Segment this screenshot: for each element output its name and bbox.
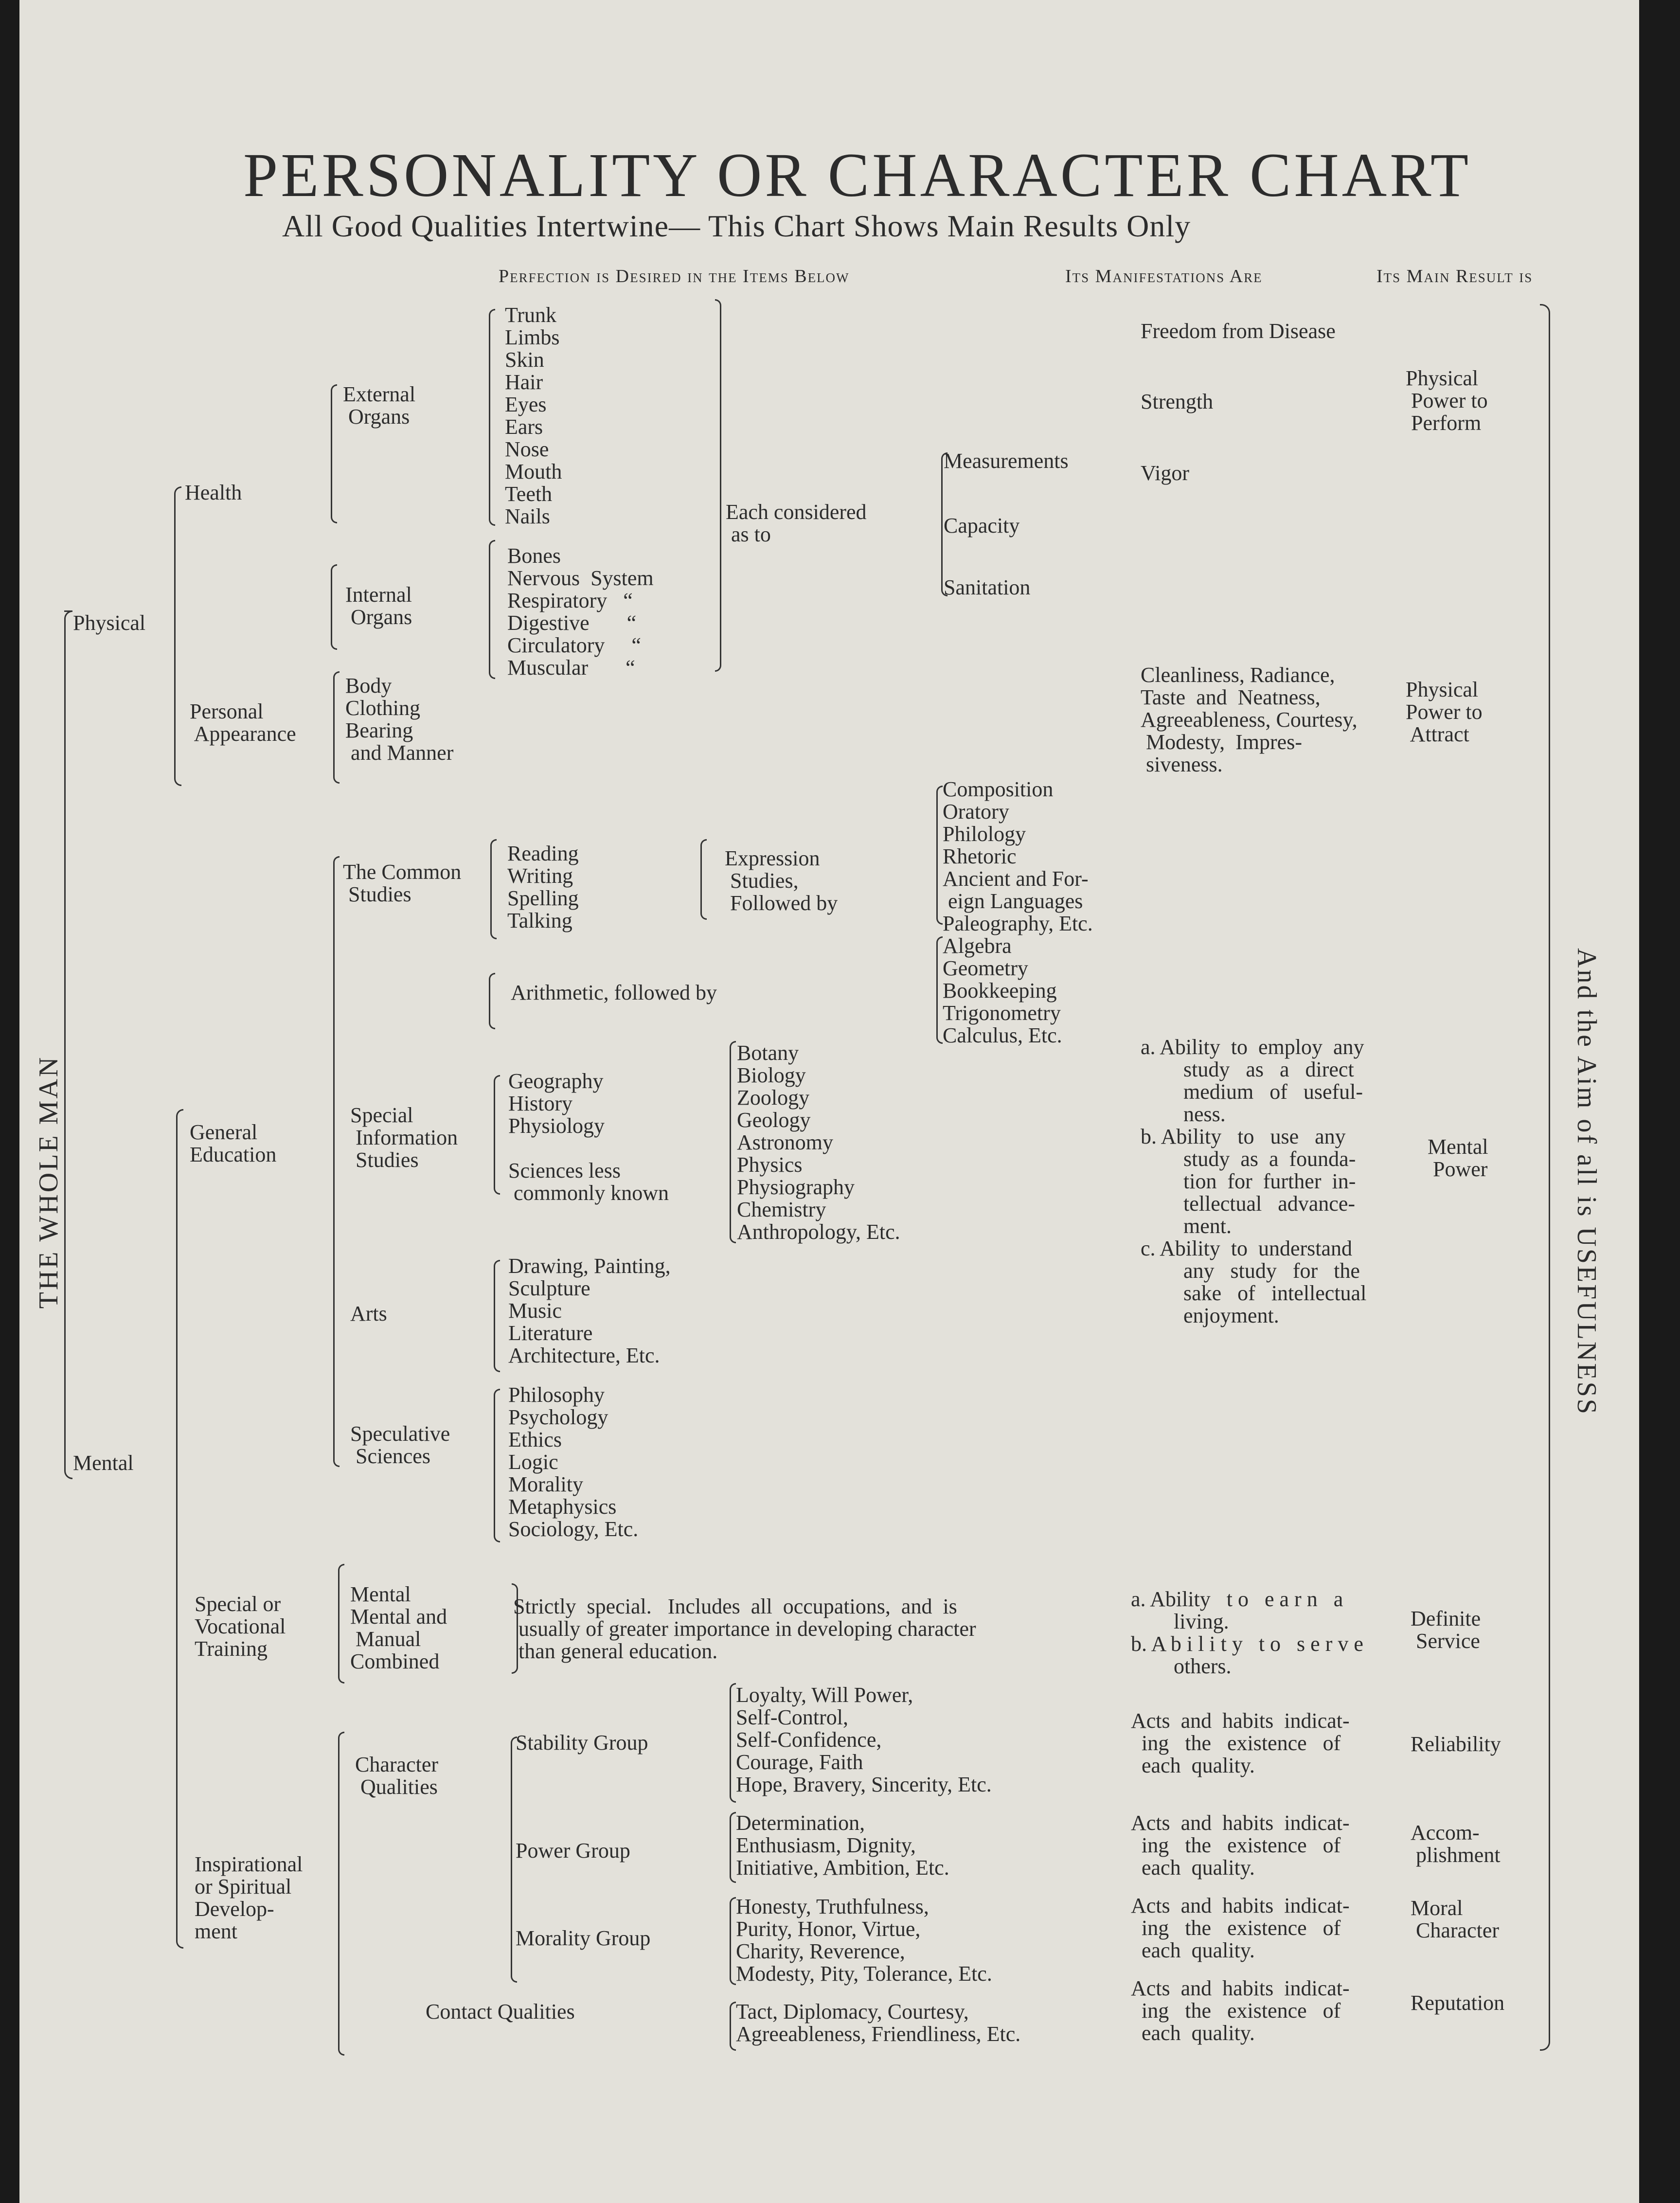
speculative-list: Philosophy Psychology Ethics Logic Morality Metaphysics Sociology, Etc. (508, 1383, 639, 1541)
inspirational-label: Inspirational or Spiritual Develop- ment (195, 1852, 303, 1943)
result-accomplishment: Accom- plishment (1411, 1821, 1501, 1867)
capacity-label: Capacity (944, 514, 1020, 537)
right-vertical-title: And the Aim of all is USEFULNESS (1572, 948, 1602, 1416)
sanitation-label: Sanitation (944, 575, 1031, 599)
result-moral: Moral Character (1411, 1896, 1499, 1942)
speculative-label: Speculative Sciences (350, 1422, 450, 1468)
header-result: Its Main Result is (1376, 266, 1533, 287)
result-attract: Physical Power to Attract (1406, 678, 1483, 746)
arts-label: Arts (350, 1302, 387, 1325)
result-mental: Mental Power (1428, 1135, 1488, 1181)
health-label: Health (185, 481, 242, 504)
left-vertical-title: THE WHOLE MAN (34, 1055, 64, 1309)
page-subtitle: All Good Qualities Intertwine— This Chart Shows Main Results Only (282, 209, 1191, 243)
page-title: PERSONALITY OR CHARACTER CHART (243, 141, 1472, 210)
external-organs-label: External Organs (343, 382, 416, 429)
manifest-strength: Strength (1141, 390, 1214, 413)
physical-label: Physical (73, 611, 146, 635)
result-reliability: Reliability (1411, 1732, 1501, 1756)
manifest-stability: Acts and habits indicat- ing the existence of each quality. (1131, 1709, 1350, 1777)
power-list: Determination, Enthusiasm, Dignity, Initiative, Ambition, Etc. (736, 1811, 949, 1880)
character-qualities-label: Character Qualities (355, 1753, 438, 1799)
header-manifestations: Its Manifestations Are (1065, 266, 1263, 287)
manifest-appearance: Cleanliness, Radiance, Taste and Neatness, Agreeableness, Courtesy, Modesty, Impres- siveness. (1141, 663, 1358, 776)
chart-page (19, 0, 1639, 2203)
language-studies-list: Composition Oratory Philology Rhetoric Ancient and For- eign Languages Paleography, Etc. (943, 777, 1093, 935)
contact-list: Tact, Diplomacy, Courtesy, Agreeableness, Friendliness, Etc. (736, 2000, 1021, 2046)
math-list: Algebra Geometry Bookkeeping Trigonometry Calculus, Etc. (943, 934, 1062, 1047)
manifest-freedom: Freedom from Disease (1141, 319, 1336, 343)
internal-organs-label: Internal Organs (345, 583, 412, 629)
manifest-education: a. Ability to employ any study as a direct medium of useful- ness. b. Ability to use any study as a founda- tion for further in- tellectual advance- ment. c. Ability to understand any study for the sake of intellectual enjoyment. (1141, 1035, 1367, 1327)
contact-qualities-label: Contact Qualities (426, 2000, 575, 2024)
expression-studies-text: Expression Studies, Followed by (725, 846, 838, 915)
arts-list: Drawing, Painting, Sculpture Music Literature Architecture, Etc. (508, 1254, 671, 1367)
education-bracket (333, 856, 340, 1467)
arithmetic-text: Arithmetic, followed by (511, 981, 717, 1004)
manifest-contact: Acts and habits indicat- ing the existence of each quality. (1131, 1976, 1350, 2045)
morality-list: Honesty, Truthfulness, Purity, Honor, Virtue, Charity, Reverence, Modesty, Pity, Tolerance, Etc. (736, 1895, 992, 1986)
personal-appearance-label: Personal Appearance (190, 699, 296, 746)
vocational-description: Strictly special. Includes all occupations, and is usually of greater importance in developing character than general education. (513, 1594, 976, 1663)
header-items: Perfection is Desired in the Items Below (499, 266, 850, 287)
internal-bracket (331, 564, 337, 650)
result-perform: Physical Power to Perform (1406, 366, 1488, 435)
mental-manual-label: Mental Mental and Manual Combined (350, 1582, 447, 1673)
vocational-bracket (338, 1564, 344, 1684)
inspirational-bracket (338, 1732, 344, 2056)
power-group-label: Power Group (516, 1839, 630, 1863)
vocational-training-label: Special or Vocational Training (195, 1592, 286, 1661)
general-education-label: General Education (190, 1120, 277, 1166)
measurements-label: Measurements (944, 449, 1069, 473)
sciences-list: Botany Biology Zoology Geology Astronomy Physics Physiography Chemistry Anthropology, Etc. (737, 1041, 900, 1244)
mental-label: Mental (73, 1451, 134, 1475)
special-info-list: Geography History Physiology Sciences less commonly known (508, 1069, 669, 1205)
manifest-power: Acts and habits indicat- ing the existence of each quality. (1131, 1811, 1350, 1880)
common-studies-label: The Common Studies (343, 860, 462, 906)
appearance-bracket (333, 671, 340, 784)
internal-organs-list: Bones Nervous System Respiratory “ Digestive “ Circulatory “ Muscular “ (507, 544, 654, 680)
manifest-vocational: a. Ability t o e a r n a living. b. A b i l i t y t o s e r v e others. (1131, 1587, 1363, 1678)
external-organs-list: Trunk Limbs Skin Hair Eyes Ears Nose Mouth Teeth Nails (505, 303, 562, 528)
organs-right-bracket (715, 299, 721, 672)
whole-man-bracket (64, 610, 72, 1479)
result-reputation: Reputation (1411, 1991, 1505, 2015)
each-considered-text: Each considered as to (726, 500, 867, 546)
mental-bracket (176, 1109, 183, 1949)
external-bracket (331, 384, 337, 523)
result-service: Definite Service (1411, 1607, 1481, 1653)
physical-bracket (174, 486, 181, 786)
manifest-morality: Acts and habits indicat- ing the existence of each quality. (1131, 1894, 1350, 1962)
stability-list: Loyalty, Will Power, Self-Control, Self-Confidence, Courage, Faith Hope, Bravery, Sincerity, Etc. (736, 1683, 992, 1796)
morality-group-label: Morality Group (516, 1926, 651, 1950)
appearance-items: Body Clothing Bearing and Manner (345, 674, 454, 765)
stability-group-label: Stability Group (516, 1731, 648, 1755)
usefulness-bracket (1540, 304, 1550, 2051)
special-info-label: Special Information Studies (350, 1103, 458, 1172)
manifest-vigor: Vigor (1141, 461, 1190, 485)
common-studies-list: Reading Writing Spelling Talking (507, 842, 579, 932)
